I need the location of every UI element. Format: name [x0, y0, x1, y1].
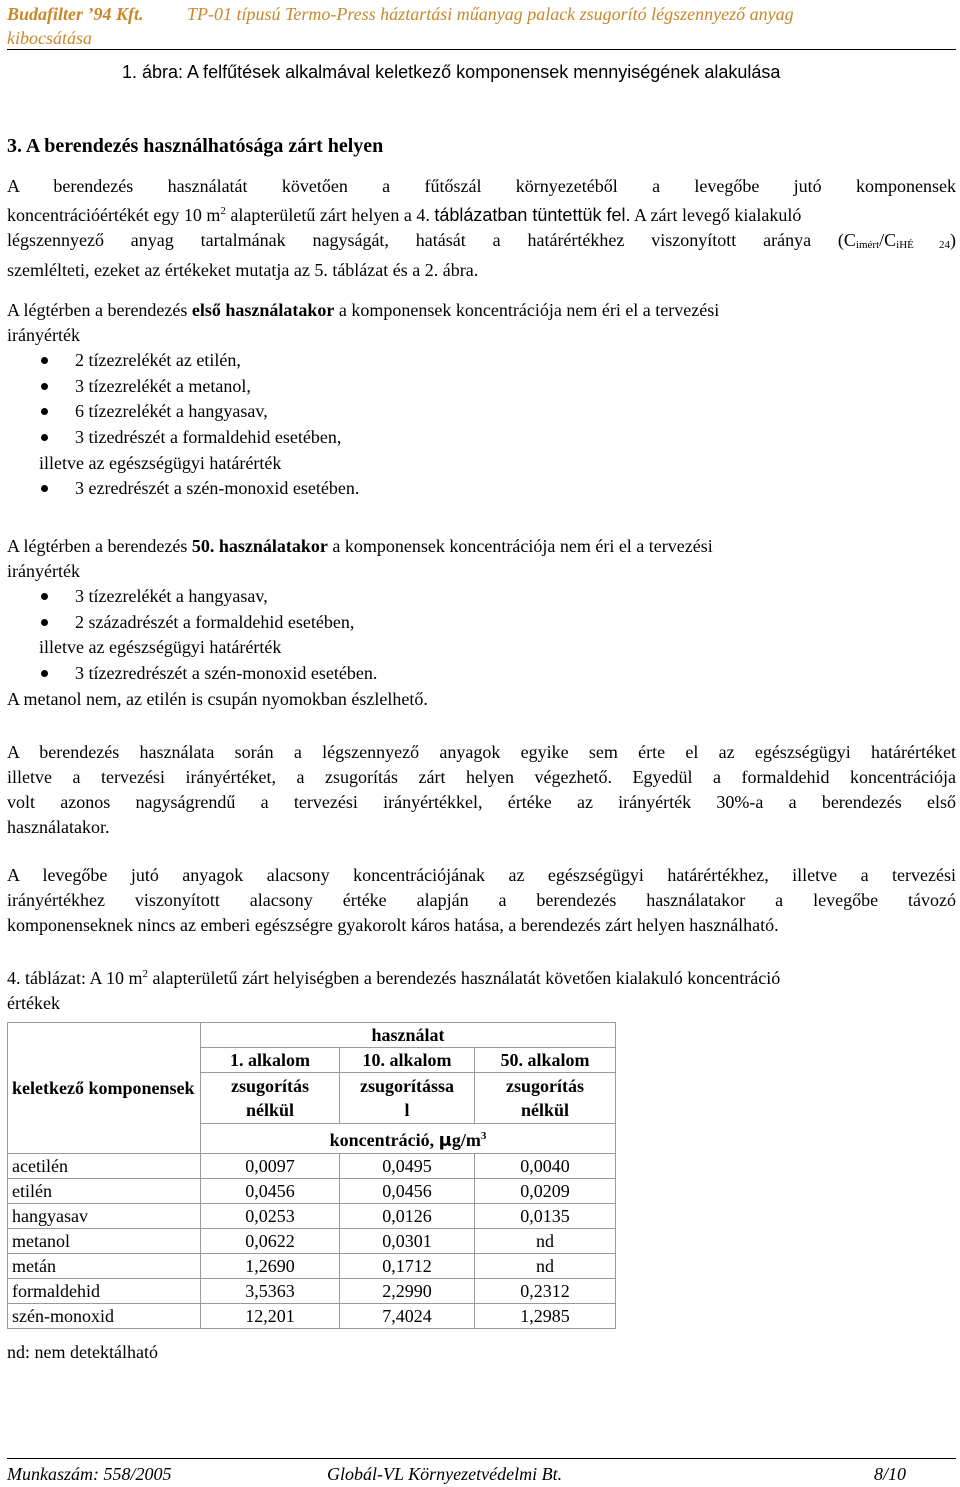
cell-value: 0,0622	[201, 1229, 340, 1254]
table-caption	[7, 962, 956, 1016]
row-label: acetilén	[8, 1154, 201, 1179]
para1-line3	[7, 228, 956, 258]
figure-caption: 1. ábra: A felfűtések alkalmával keletkező komponensek mennyiségének alakulása	[122, 62, 781, 82]
row-label: hangyasav	[8, 1204, 201, 1229]
para4-line3: volt azonos nagyságrendű a tervezési irányértékkel, értéke az irányérték 30%-a a berendezés első	[7, 792, 956, 812]
para3-line1	[7, 534, 956, 559]
para1-text-c: táblázatban tüntettük fel.	[434, 205, 631, 225]
cell-value: 0,0253	[201, 1204, 340, 1229]
footer-company: Globál-VL Környezetvédelmi Bt.	[327, 1464, 563, 1484]
header-title: TP-01 típusú Termo-Press háztartási műanyag palack zsugorító légszennyező anyag	[187, 4, 794, 24]
para1-text-a: koncentrációértékét egy 10 m	[7, 205, 221, 225]
list-item: 3 tízezredrészét a szén-monoxid esetében.	[7, 661, 956, 687]
subscript: iHÉ 24	[896, 239, 950, 251]
cell-value: 0,0495	[340, 1154, 475, 1179]
footer-page-number: 8/10	[873, 1464, 906, 1484]
para4-line4: használatakor.	[7, 817, 110, 837]
row-label: formaldehid	[8, 1279, 201, 1304]
paragraph-fiftieth-use	[7, 534, 956, 712]
para1-text-d: A zárt levegő kialakuló	[630, 205, 802, 225]
plain-line: illetve az egészségügyi határérték	[39, 452, 282, 473]
component-header: keletkező komponensek	[8, 1023, 201, 1154]
para1-text-b: alapterületű zárt helyen a 4.	[225, 205, 435, 225]
cell-value: 0,1712	[340, 1254, 475, 1279]
cell-value: 2,2990	[340, 1279, 475, 1304]
para2-text-a: A légtérben a berendezés	[7, 300, 192, 320]
para1-line1: A berendezés használatát követően a fűtőszál környezetéből a levegőbe jutó komponensek	[7, 176, 956, 196]
header-rule	[7, 49, 956, 50]
para5-line2: irányértékhez viszonyított alacsony értéke alapján a berendezés használatakor a levegőbe távozó	[7, 890, 956, 910]
row-label: etilén	[8, 1179, 201, 1204]
cell-value: 0,0126	[340, 1204, 475, 1229]
plain-line: illetve az egészségügyi határérték	[39, 637, 282, 658]
bullet-list	[7, 661, 956, 687]
unit-text: g/m	[451, 1130, 481, 1150]
column-mode: zsugorítás nélkül	[475, 1073, 616, 1124]
table-row	[8, 1179, 616, 1204]
usage-group-header: használat	[201, 1023, 616, 1048]
cell-value: 0,2312	[475, 1279, 616, 1304]
superscript: 2	[220, 205, 226, 217]
header-company: Budafilter ’94 Kft.	[7, 4, 144, 24]
bullet-list	[7, 584, 956, 635]
cell-value: 0,0456	[201, 1179, 340, 1204]
para2-line2: irányérték	[7, 325, 80, 345]
para5-line1: A levegőbe jutó anyagok alacsony koncentrációjának az egészségügyi határértékhez, illetve a tervezési	[7, 865, 956, 885]
subscript: imért	[855, 239, 880, 251]
para2-bold: első használatakor	[191, 300, 335, 320]
list-item: 3 tízezrelékét a metanol,	[7, 374, 956, 400]
para1-text-e: légszennyező anyag tartalmának nagyságát, hatását a határértékhez viszonyított aránya (C	[7, 230, 856, 250]
cell-value: 1,2985	[475, 1304, 616, 1329]
list-item: 2 tízezrelékét az etilén,	[7, 348, 956, 374]
table-row	[8, 1154, 616, 1179]
table-row	[8, 1254, 616, 1279]
column-header: 10. alkalom	[340, 1048, 475, 1073]
row-label: metanol	[8, 1229, 201, 1254]
mode-line: zsugorítássa	[360, 1076, 454, 1096]
unit-text: koncentráció,	[329, 1130, 439, 1150]
column-mode	[340, 1073, 475, 1124]
footer-rule	[7, 1458, 956, 1459]
list-item: 3 ezredrészét a szén-monoxid esetében.	[7, 476, 956, 502]
table-caption-line1	[7, 962, 956, 991]
mu-symbol: μ	[438, 1130, 452, 1151]
unit-header	[201, 1124, 616, 1154]
column-mode: zsugorítás nélkül	[201, 1073, 340, 1124]
para3-text-b: a komponensek koncentrációja nem éri el a tervezési	[327, 536, 713, 556]
para1-text-f: /C	[879, 230, 897, 250]
para5-line3: komponenseknek nincs az emberi egészségre gyakorolt káros hatása, a berendezés zárt helyen használható.	[7, 915, 779, 935]
caption-text-a: 4. táblázat: A 10 m	[7, 968, 143, 988]
cell-value: 0,0097	[201, 1154, 340, 1179]
paragraph-first-use	[7, 298, 956, 502]
table-footnote: nd: nem detektálható	[7, 1342, 158, 1362]
para1-text-g: )	[949, 230, 956, 250]
para1-line2	[7, 199, 956, 228]
column-header: 50. alkalom	[475, 1048, 616, 1073]
paragraph-intro	[7, 174, 956, 283]
superscript: 2	[142, 968, 148, 980]
cell-value: 7,4024	[340, 1304, 475, 1329]
list-item: 2 századrészét a formaldehid esetében,	[7, 610, 956, 636]
cell-value: 3,5363	[201, 1279, 340, 1304]
column-header: 1. alkalom	[201, 1048, 340, 1073]
cell-value: 0,0135	[475, 1204, 616, 1229]
cell-value: 1,2690	[201, 1254, 340, 1279]
bullet-list	[7, 476, 956, 502]
para3-bold: 50. használatakor	[191, 536, 328, 556]
cell-value: 0,0301	[340, 1229, 475, 1254]
para4-line2: illetve a tervezési irányértéket, a zsugorítás zárt helyen végezhető. Egyedül a formaldehid koncentrációja	[7, 767, 956, 787]
cell-value: nd	[475, 1254, 616, 1279]
table-caption-line2: értékek	[7, 993, 60, 1013]
superscript: 3	[480, 1130, 487, 1142]
header-title-cont: kibocsátása	[7, 28, 92, 48]
list-item: 3 tizedrészét a formaldehid esetében,	[7, 425, 956, 451]
cell-value: 0,0456	[340, 1179, 475, 1204]
cell-value: 0,0209	[475, 1179, 616, 1204]
table-header-row	[8, 1023, 616, 1048]
para1-line4: szemlélteti, ezeket az értékeket mutatja az 5. táblázat és a 2. ábra.	[7, 260, 479, 280]
table-row	[8, 1204, 616, 1229]
para3-last-line: A metanol nem, az etilén is csupán nyomokban észlelhető.	[7, 688, 428, 709]
concentration-table	[7, 1022, 616, 1329]
para2-line1	[7, 298, 956, 323]
row-label: metán	[8, 1254, 201, 1279]
para3-text-a: A légtérben a berendezés	[7, 536, 192, 556]
table-row	[8, 1279, 616, 1304]
cell-value: nd	[475, 1229, 616, 1254]
para3-line2: irányérték	[7, 561, 80, 581]
cell-value: 0,0040	[475, 1154, 616, 1179]
cell-value: 12,201	[201, 1304, 340, 1329]
list-item: 3 tízezrelékét a hangyasav,	[7, 584, 956, 610]
paragraph-summary	[7, 863, 956, 938]
paragraph-conclusion	[7, 740, 956, 840]
table-row	[8, 1304, 616, 1329]
section-heading: 3. A berendezés használhatósága zárt helyen	[7, 135, 384, 157]
list-item: 6 tízezrelékét a hangyasav,	[7, 399, 956, 425]
table-row	[8, 1229, 616, 1254]
para2-text-b: a komponensek koncentrációja nem éri el a tervezési	[334, 300, 720, 320]
footer-job-number: Munkaszám: 558/2005	[7, 1464, 172, 1484]
bullet-list	[7, 348, 956, 451]
caption-text-b: alapterületű zárt helyiségben a berendezés használatát követően kialakuló koncentráció	[147, 968, 781, 988]
mode-line: l	[404, 1100, 410, 1120]
para4-line1: A berendezés használata során a légszennyező anyagok egyike sem érte el az egészségügyi határértéket	[7, 742, 956, 762]
row-label: szén-monoxid	[8, 1304, 201, 1329]
